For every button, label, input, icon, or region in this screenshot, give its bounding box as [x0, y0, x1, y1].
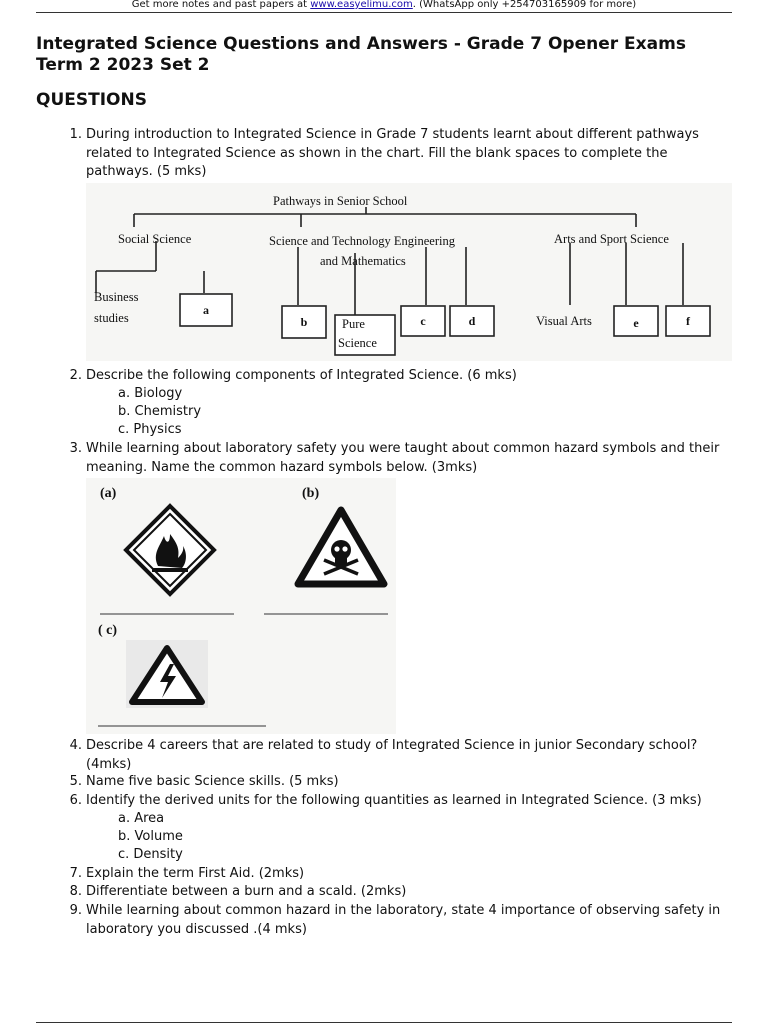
document-title: Integrated Science Questions and Answers - Grade 7 Opener Exams Term 2 2023 Set 2 — [36, 34, 686, 75]
website-link[interactable]: www.easyelimu.com — [310, 0, 413, 10]
blank-label-a: a — [203, 303, 209, 317]
blank-label-f: f — [686, 314, 690, 328]
hazard-label-b: (b) — [302, 486, 320, 501]
question-number: 4. — [69, 738, 82, 753]
business-label-line2: studies — [94, 311, 129, 325]
arts-label: Arts and Sport Science — [554, 232, 669, 246]
question-number: 5. — [69, 774, 82, 789]
question-7 — [66, 865, 731, 884]
sub-item: b. Volume — [118, 829, 183, 844]
pathways-chart — [86, 183, 732, 361]
question-number: 3. — [69, 441, 82, 456]
header-prefix: Get more notes and past papers at — [131, 0, 311, 10]
visual-arts-label: Visual Arts — [536, 314, 592, 328]
question-3 — [66, 440, 731, 477]
question-number: 2. — [69, 368, 82, 383]
hazard-symbols-svg — [86, 478, 396, 734]
electrical-hazard-icon — [126, 640, 208, 708]
header-suffix: . (WhatsApp only +254703165909 for more) — [412, 0, 637, 10]
sub-item: a. Area — [118, 811, 165, 826]
question-number: 8. — [69, 884, 82, 899]
business-label-line1: Business — [94, 290, 139, 304]
section-heading: QUESTIONS — [36, 90, 147, 110]
question-4 — [66, 737, 731, 774]
hazard-label-a: (a) — [100, 486, 117, 501]
stem-label-line1: Science and Technology Engineering — [269, 234, 455, 248]
stem-label-line2: and Mathematics — [320, 254, 406, 268]
question-8 — [66, 883, 731, 902]
question-text: While learning about common hazard in the laboratory, state 4 importance of observing safety in laboratory you discussed .(4 mks) — [86, 903, 721, 937]
pure-label-line2: Science — [338, 336, 377, 350]
page-header — [36, 0, 732, 13]
question-text: Describe the following components of Integrated Science. (6 mks) — [86, 368, 517, 383]
question-1 — [66, 126, 731, 182]
question-5 — [66, 773, 731, 792]
question-text: Identify the derived units for the following quantities as learned in Integrated Science. (3 mks) — [86, 793, 702, 808]
toxic-skull-icon — [298, 510, 384, 584]
hazard-symbols-figure — [86, 478, 396, 734]
question-number: 1. — [69, 127, 82, 142]
question-text: Differentiate between a burn and a scald. (2mks) — [86, 884, 407, 899]
question-text: Name five basic Science skills. (5 mks) — [86, 774, 339, 789]
question-text: Explain the term First Aid. (2mks) — [86, 866, 305, 881]
footer-divider — [36, 1022, 732, 1023]
sub-item: b. Chemistry — [118, 404, 202, 419]
question-text: During introduction to Integrated Science in Grade 7 students learnt about different pathways related to Integrated Science as shown in the chart. Fill the blank spaces to complete the pathways. (5 mks) — [86, 127, 699, 179]
blank-label-c: c — [420, 314, 426, 328]
blank-label-d: d — [468, 314, 476, 328]
question-number: 9. — [69, 903, 82, 918]
sub-item: c. Density — [118, 847, 183, 862]
sub-item: a. Biology — [118, 386, 183, 401]
hazard-label-c: ( c) — [98, 623, 118, 638]
question-number: 7. — [69, 866, 82, 881]
pure-label-line1: Pure — [342, 317, 365, 331]
question-9 — [66, 902, 731, 939]
sub-item: c. Physics — [118, 422, 182, 437]
social-science-label: Social Science — [118, 232, 192, 246]
question-2 — [66, 367, 731, 386]
blank-label-e: e — [633, 316, 639, 330]
pathways-chart-svg — [86, 183, 732, 361]
blank-label-b: b — [300, 315, 308, 329]
question-6 — [66, 792, 731, 811]
question-number: 6. — [69, 793, 82, 808]
flammable-icon — [126, 506, 214, 594]
question-text: Describe 4 careers that are related to study of Integrated Science in junior Secondary school? (4mks) — [86, 738, 698, 772]
question-text: While learning about laboratory safety you were taught about common hazard symbols and their meaning. Name the common hazard symbols below. (3mks) — [86, 441, 720, 475]
chart-title: Pathways in Senior School — [273, 194, 408, 208]
